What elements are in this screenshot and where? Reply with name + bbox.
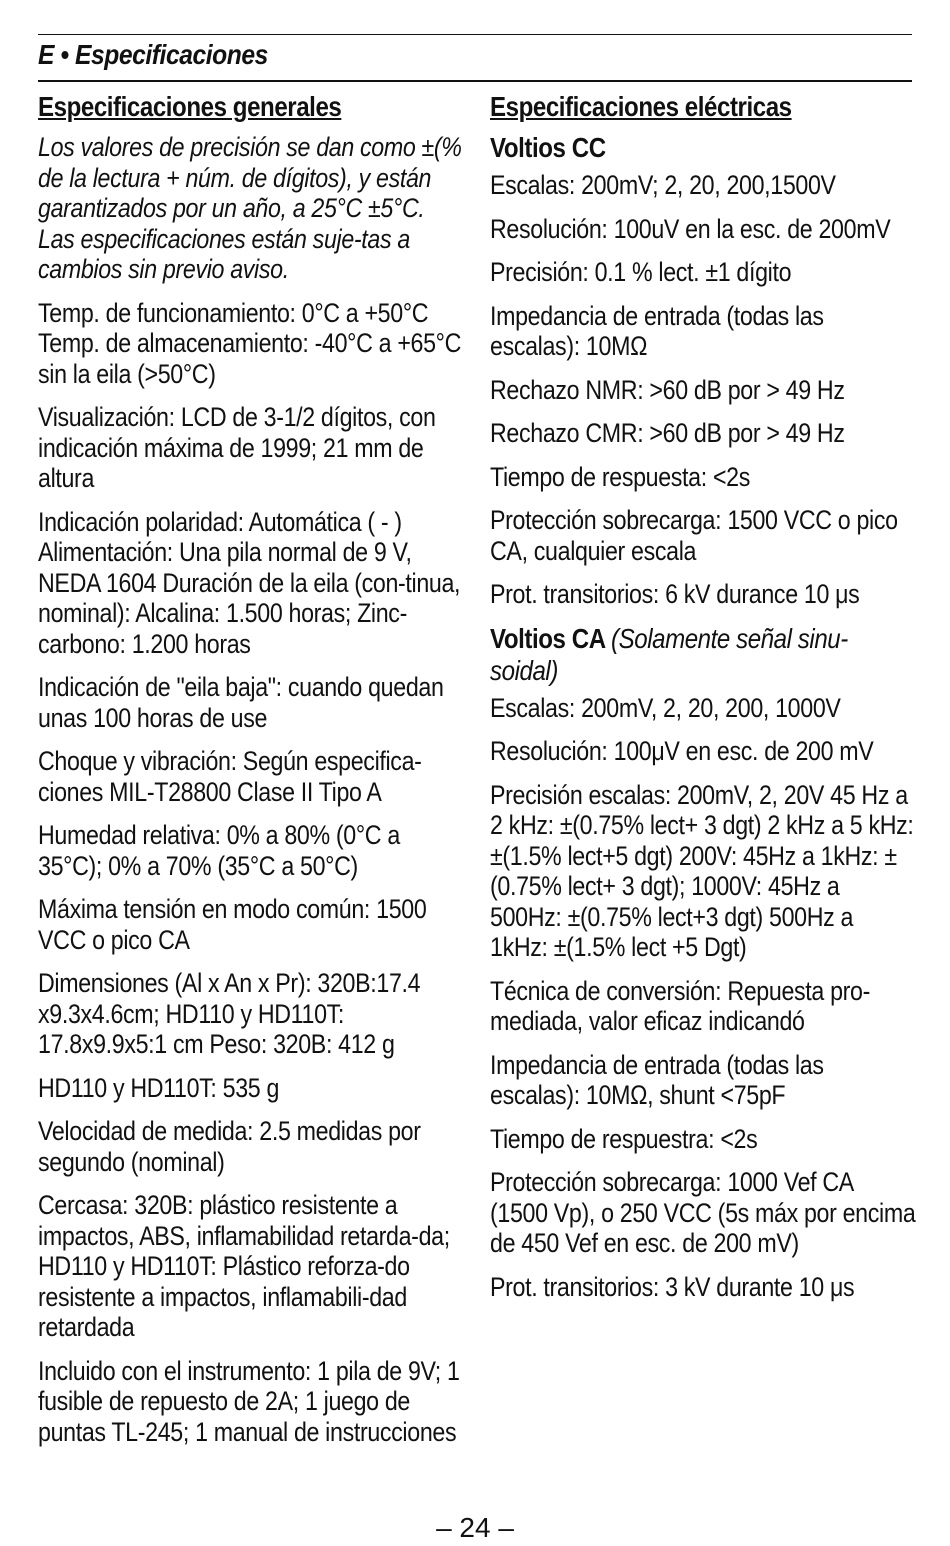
ac-volts-heading: [490, 623, 916, 687]
header-top-rule: [38, 34, 912, 35]
dc-volts-heading: [490, 132, 916, 164]
dc-input-impedance: Impedancia de entrada (todas las escalas): 10MΩ: [490, 300, 824, 361]
spec-operating-temperature: Temp. de funcionamiento: 0°C a +50°C Temp. de almacenamiento: -40°C a +65°C sin la eila (>50°C): [38, 297, 462, 389]
spec-common-mode-voltage: Máxima tensión en modo común: 1500 VCC o pico CA: [38, 894, 427, 955]
spec-dimensions-weight: Dimensiones (Al x An x Pr): 320B:17.4 x9.3x4.6cm; HD110 y HD110T: 17.8x9.9x5:1 cm Peso: 320B: 412 g: [38, 968, 421, 1059]
dc-nmr-rejection: Rechazo NMR: >60 dB por > 49 Hz: [490, 374, 845, 405]
ac-accuracy: Precisión escalas: 200mV, 2, 20V 45 Hz a 2 kHz: ±(0.75% lect+ 3 dgt) 2 kHz a 5 kHz: ±(1.5% lect+5 dgt) 200V: 45Hz a 1kHz: ±(0.75% lect+ 3 dgt); 1000V: 45Hz a 500Hz: ±(0.75% lect+3 dgt) 500Hz a 1kHz: ±(1.5% lect +5 Dgt): [490, 779, 914, 962]
ac-conversion-technique: Técnica de conversión: Repuesta pro-mediada, valor eficaz indicandó: [490, 975, 870, 1036]
ac-ranges: Escalas: 200mV, 2, 20, 200, 1000V: [490, 692, 841, 723]
general-specs-heading: Especificaciones generales: [38, 91, 342, 122]
spec-measurement-rate: Velocidad de medida: 2.5 medidas por segundo (nominal): [38, 1116, 421, 1177]
ac-volts-note: (Solamente señal sinu-soidal): [490, 622, 848, 686]
spec-shock-vibration: Choque y vibración: Según especifica-ciones MIL-T28800 Clase II Tipo A: [38, 746, 422, 807]
dc-ranges: Escalas: 200mV; 2, 20, 200,1500V: [490, 170, 836, 200]
spec-included-items: Incluido con el instrumento: 1 pila de 9V; 1 fusible de repuesto de 2A; 1 juego de puntas TL-245; 1 manual de instrucciones: [38, 1355, 460, 1447]
general-specs-intro: Los valores de precisión se dan como ±(% de la lectura + núm. de dígitos), y están garantizados por un año, a 25°C ±5°C. Las especificaciones están suje-tas a cambios sin previo aviso.: [38, 132, 462, 284]
spec-relative-humidity: Humedad relativa: 0% a 80% (0°C a 35°C); 0% a 70% (35°C a 50°C): [38, 820, 400, 881]
dc-accuracy: Precisión: 0.1 % lect. ±1 dígito: [490, 257, 792, 287]
ac-input-impedance: Impedancia de entrada (todas las escalas): 10MΩ, shunt <75pF: [490, 1049, 824, 1110]
dc-resolution: Resolución: 100uV en la esc. de 200mV: [490, 213, 891, 244]
dc-overload-protection: Protección sobrecarga: 1500 VCC o pico CA, cualquier escala: [490, 505, 898, 566]
ac-overload-protection: Protección sobrecarga: 1000 Vef CA (1500 Vp), o 250 VCC (5s máx por encima de 450 Vef en esc. de 200 mV): [490, 1167, 916, 1258]
dc-response-time: Tiempo de respuesta: <2s: [490, 461, 751, 492]
general-specs-column: [38, 90, 464, 1460]
dc-cmr-rejection: Rechazo CMR: >60 dB por > 49 Hz: [490, 418, 845, 448]
ac-response-time: Tiempo de respuestra: <2s: [490, 1123, 758, 1154]
chapter-title: E • Especificaciones: [38, 39, 268, 70]
ac-transient-protection: Prot. transitorios: 3 kV durante 10 μs: [490, 1271, 855, 1302]
spec-weight-hd110: HD110 y HD110T: 535 g: [38, 1072, 280, 1103]
dc-volts-title: Voltios CC: [490, 132, 606, 163]
electrical-specs-heading: Especificaciones eléctricas: [490, 91, 792, 122]
dc-transient-protection: Prot. transitorios: 6 kV durance 10 μs: [490, 579, 860, 609]
spec-polarity-power: Indicación polaridad: Automática ( - ) Alimentación: Una pila normal de 9 V, NEDA 1604 Duración de la eila (con-tinua, nominal): Alcalina: 1.500 horas; Zinc-carbono: 1.200 horas: [38, 506, 461, 659]
header-bottom-rule: [38, 80, 912, 82]
ac-resolution: Resolución: 100μV en esc. de 200 mV: [490, 736, 874, 766]
electrical-specs-column: [490, 90, 916, 1315]
spec-display: Visualización: LCD de 3-1/2 dígitos, con indicación máxima de 1999; 21 mm de altura: [38, 402, 436, 493]
page-number: – 24 –: [436, 1512, 514, 1543]
spec-low-battery: Indicación de "eila baja": cuando quedan unas 100 horas de use: [38, 672, 444, 733]
ac-volts-title: Voltios CA: [490, 622, 605, 654]
spec-case: Cercasa: 320B: plástico resistente a impactos, ABS, inflamabilidad retarda-da; HD110 y HD110T: Plástico reforza-do resistente a impactos, inflamabili-dad retardada: [38, 1190, 450, 1342]
